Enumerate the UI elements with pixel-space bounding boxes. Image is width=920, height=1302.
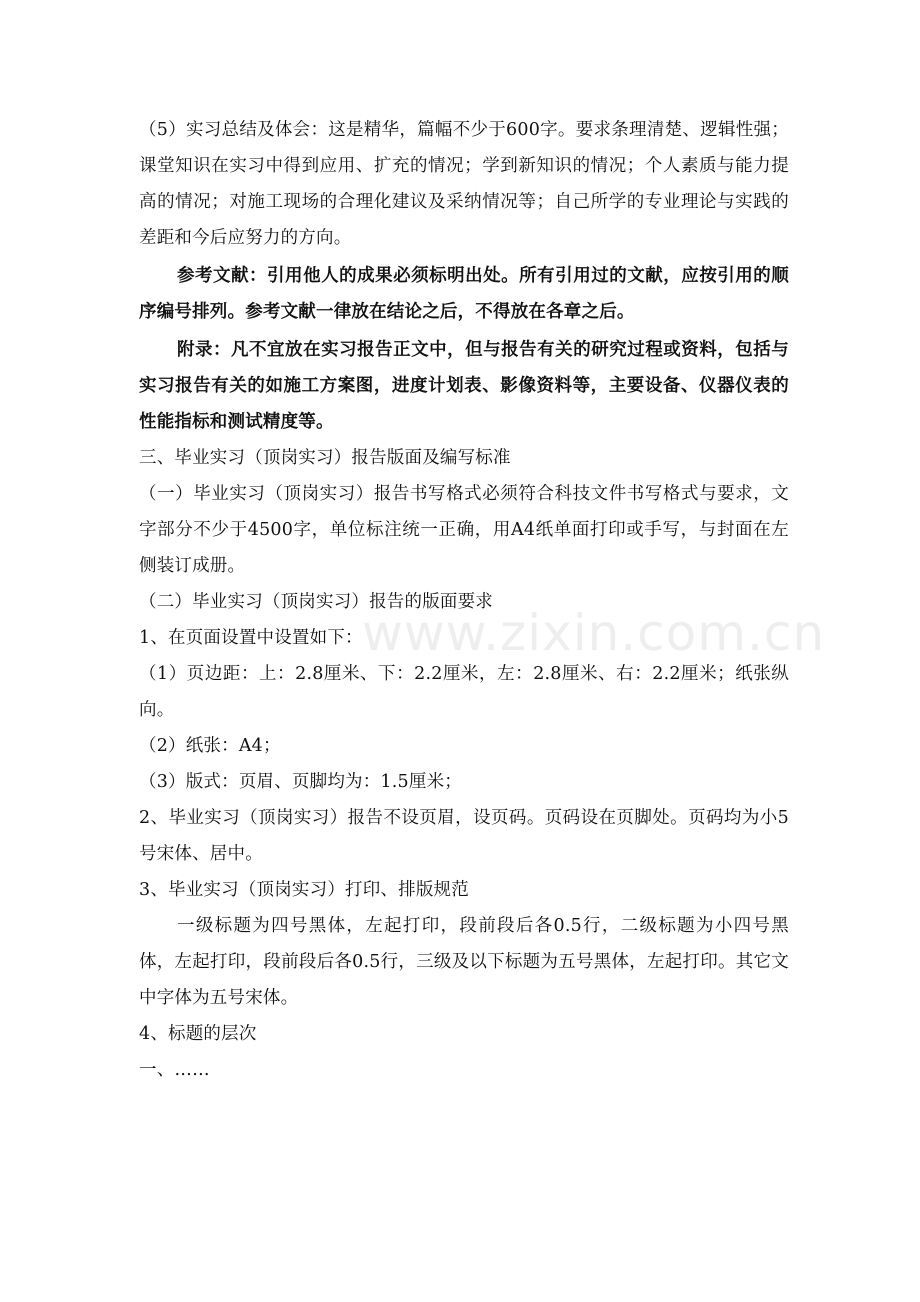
- item-page-number: 2、毕业实习（顶岗实习）报告不设页眉，设页码。页码设在页脚处。页码均为小5号宋体、居中。: [139, 808, 789, 864]
- paragraph-heading-fonts: 一级标题为四号黑体，左起打印，段前段后各0.5行，二级标题为小四号黑体，左起打印，段前段后各0.5行，三级及以下标题为五号黑体，左起打印。其它文中字体为五号宋体。: [139, 916, 789, 1008]
- references-label: 参考文献：: [177, 266, 268, 286]
- item-heading-levels: 4、标题的层次: [139, 1024, 257, 1044]
- item-print-rules: 3、毕业实习（顶岗实习）打印、排版规范: [139, 880, 469, 900]
- paragraph-appendix: [139, 332, 789, 440]
- item-header-footer: （3）版式：页眉、页脚均为：1.5厘米；: [139, 772, 462, 792]
- item-page-setup: 1、在页面设置中设置如下：: [139, 628, 363, 648]
- paragraph-references: [139, 258, 789, 330]
- appendix-text: 凡不宜放在实习报告正文中，但与报告有关的研究过程或资料，包括与实习报告有关的如施工方案图，进度计划表、影像资料等，主要设备、仪器仪表的性能指标和测试精度等。: [139, 340, 789, 432]
- item-paper: （2）纸张：A4；: [139, 736, 281, 756]
- item-level-one: 一、……: [139, 1060, 210, 1080]
- paragraph-format-requirements: （一）毕业实习（顶岗实习）报告书写格式必须符合科技文件书写格式与要求，文字部分不少于4500字，单位标注统一正确，用A4纸单面打印或手写，与封面在左侧装订成册。: [139, 484, 789, 576]
- appendix-label: 附录：: [177, 340, 232, 360]
- item-margins: （1）页边距：上：2.8厘米、下：2.2厘米，左：2.8厘米、右：2.2厘米；纸张纵向。: [139, 664, 789, 720]
- section-heading-3: 三、毕业实习（顶岗实习）报告版面及编写标准: [139, 448, 511, 468]
- references-text: 引用他人的成果必须标明出处。所有引用过的文献，应按引用的顺序编号排列。参考文献一律放在结论之后，不得放在各章之后。: [139, 266, 789, 322]
- document-body: [139, 112, 789, 1088]
- subsection-heading-layout: （二）毕业实习（顶岗实习）报告的版面要求: [139, 592, 493, 612]
- watermark: www.zixin.com.cn: [362, 604, 826, 662]
- paragraph-summary: （5）实习总结及体会：这是精华，篇幅不少于600字。要求条理清楚、逻辑性强；课堂知识在实习中得到应用、扩充的情况；学到新知识的情况；个人素质与能力提高的情况；对施工现场的合理化建议及采纳情况等；自己所学的专业理论与实践的差距和今后应努力的方向。: [139, 120, 789, 248]
